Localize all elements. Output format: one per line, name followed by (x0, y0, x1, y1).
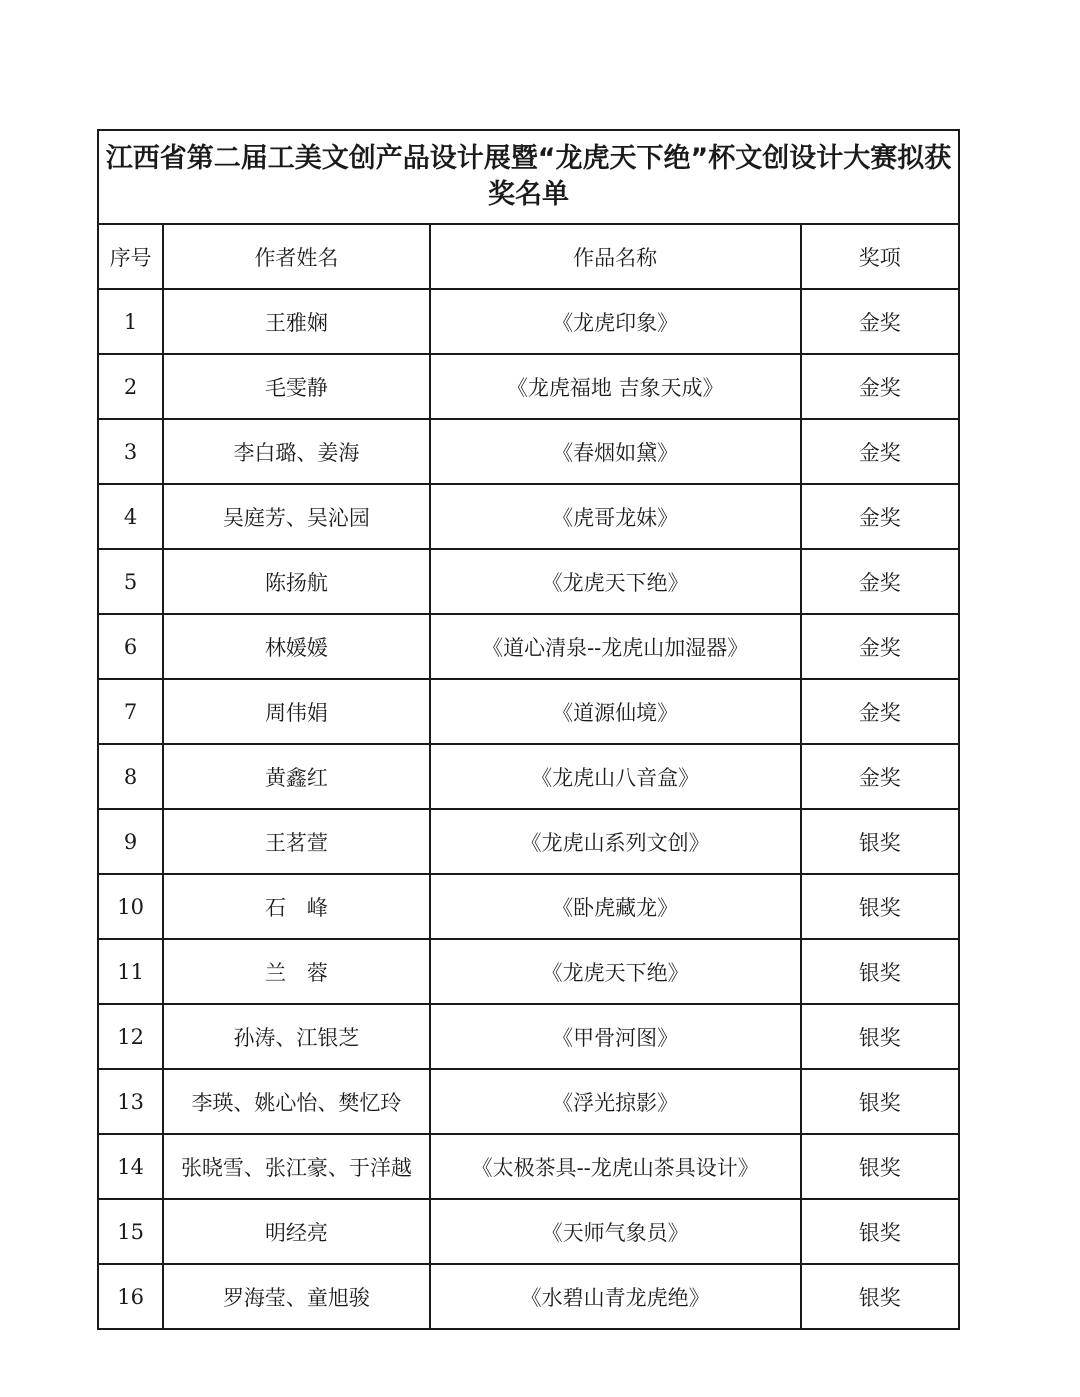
cell-award: 金奖 (801, 744, 959, 809)
cell-work: 《道源仙境》 (430, 679, 801, 744)
cell-author: 毛雯静 (163, 354, 430, 419)
cell-author: 李瑛、姚心怡、樊忆玲 (163, 1069, 430, 1134)
cell-work: 《水碧山青龙虎绝》 (430, 1264, 801, 1329)
cell-award: 金奖 (801, 549, 959, 614)
cell-no: 7 (98, 679, 163, 744)
cell-author: 李白璐、姜海 (163, 419, 430, 484)
cell-no: 9 (98, 809, 163, 874)
cell-award: 金奖 (801, 354, 959, 419)
cell-no: 2 (98, 354, 163, 419)
cell-award: 银奖 (801, 1264, 959, 1329)
cell-work: 《卧虎藏龙》 (430, 874, 801, 939)
cell-award: 银奖 (801, 1134, 959, 1199)
cell-author: 王茗萱 (163, 809, 430, 874)
cell-no: 11 (98, 939, 163, 1004)
cell-work: 《太极茶具--龙虎山茶具设计》 (430, 1134, 801, 1199)
cell-no: 3 (98, 419, 163, 484)
table-row (98, 939, 959, 1004)
cell-work: 《春烟如黛》 (430, 419, 801, 484)
table-row (98, 1264, 959, 1329)
cell-author: 周伟娟 (163, 679, 430, 744)
cell-work: 《虎哥龙妹》 (430, 484, 801, 549)
cell-no: 16 (98, 1264, 163, 1329)
table-row (98, 354, 959, 419)
header-author: 作者姓名 (163, 224, 430, 289)
cell-author: 林媛媛 (163, 614, 430, 679)
cell-work: 《龙虎山系列文创》 (430, 809, 801, 874)
cell-no: 14 (98, 1134, 163, 1199)
table-row (98, 809, 959, 874)
cell-award: 金奖 (801, 614, 959, 679)
cell-no: 13 (98, 1069, 163, 1134)
cell-author: 石 峰 (163, 874, 430, 939)
cell-no: 10 (98, 874, 163, 939)
table-row (98, 1069, 959, 1134)
cell-no: 4 (98, 484, 163, 549)
table-row (98, 744, 959, 809)
table-row (98, 874, 959, 939)
cell-award: 银奖 (801, 1069, 959, 1134)
cell-award: 银奖 (801, 809, 959, 874)
cell-award: 银奖 (801, 939, 959, 1004)
cell-no: 15 (98, 1199, 163, 1264)
cell-work: 《天师气象员》 (430, 1199, 801, 1264)
cell-work: 《龙虎天下绝》 (430, 549, 801, 614)
cell-award: 银奖 (801, 874, 959, 939)
award-list-table (97, 129, 960, 1330)
table-row (98, 614, 959, 679)
header-no: 序号 (98, 224, 163, 289)
cell-no: 1 (98, 289, 163, 354)
cell-author: 黄鑫红 (163, 744, 430, 809)
cell-no: 5 (98, 549, 163, 614)
table-row (98, 419, 959, 484)
table-row (98, 289, 959, 354)
header-award: 奖项 (801, 224, 959, 289)
cell-award: 金奖 (801, 484, 959, 549)
cell-work: 《龙虎印象》 (430, 289, 801, 354)
table-title: 江西省第二届工美文创产品设计展暨“龙虎天下绝”杯文创设计大赛拟获奖名单 (98, 130, 959, 224)
cell-award: 金奖 (801, 289, 959, 354)
cell-no: 8 (98, 744, 163, 809)
table-row (98, 484, 959, 549)
cell-author: 吴庭芳、吴沁园 (163, 484, 430, 549)
table-row (98, 1134, 959, 1199)
cell-author: 孙涛、江银芝 (163, 1004, 430, 1069)
header-work: 作品名称 (430, 224, 801, 289)
cell-work: 《道心清泉--龙虎山加湿器》 (430, 614, 801, 679)
cell-no: 12 (98, 1004, 163, 1069)
cell-author: 罗海莹、童旭骏 (163, 1264, 430, 1329)
cell-award: 银奖 (801, 1004, 959, 1069)
cell-author: 明经亮 (163, 1199, 430, 1264)
table-row (98, 679, 959, 744)
cell-award: 金奖 (801, 679, 959, 744)
title-row (98, 130, 959, 224)
cell-work: 《龙虎山八音盒》 (430, 744, 801, 809)
cell-award: 金奖 (801, 419, 959, 484)
table-row (98, 1004, 959, 1069)
header-row (98, 224, 959, 289)
cell-author: 张晓雪、张江豪、于洋越 (163, 1134, 430, 1199)
table-row (98, 549, 959, 614)
cell-work: 《龙虎福地 吉象天成》 (430, 354, 801, 419)
cell-author: 王雅娴 (163, 289, 430, 354)
cell-work: 《浮光掠影》 (430, 1069, 801, 1134)
cell-author: 陈扬航 (163, 549, 430, 614)
cell-work: 《龙虎天下绝》 (430, 939, 801, 1004)
cell-author: 兰 蓉 (163, 939, 430, 1004)
cell-work: 《甲骨河图》 (430, 1004, 801, 1069)
table-row (98, 1199, 959, 1264)
cell-award: 银奖 (801, 1199, 959, 1264)
cell-no: 6 (98, 614, 163, 679)
